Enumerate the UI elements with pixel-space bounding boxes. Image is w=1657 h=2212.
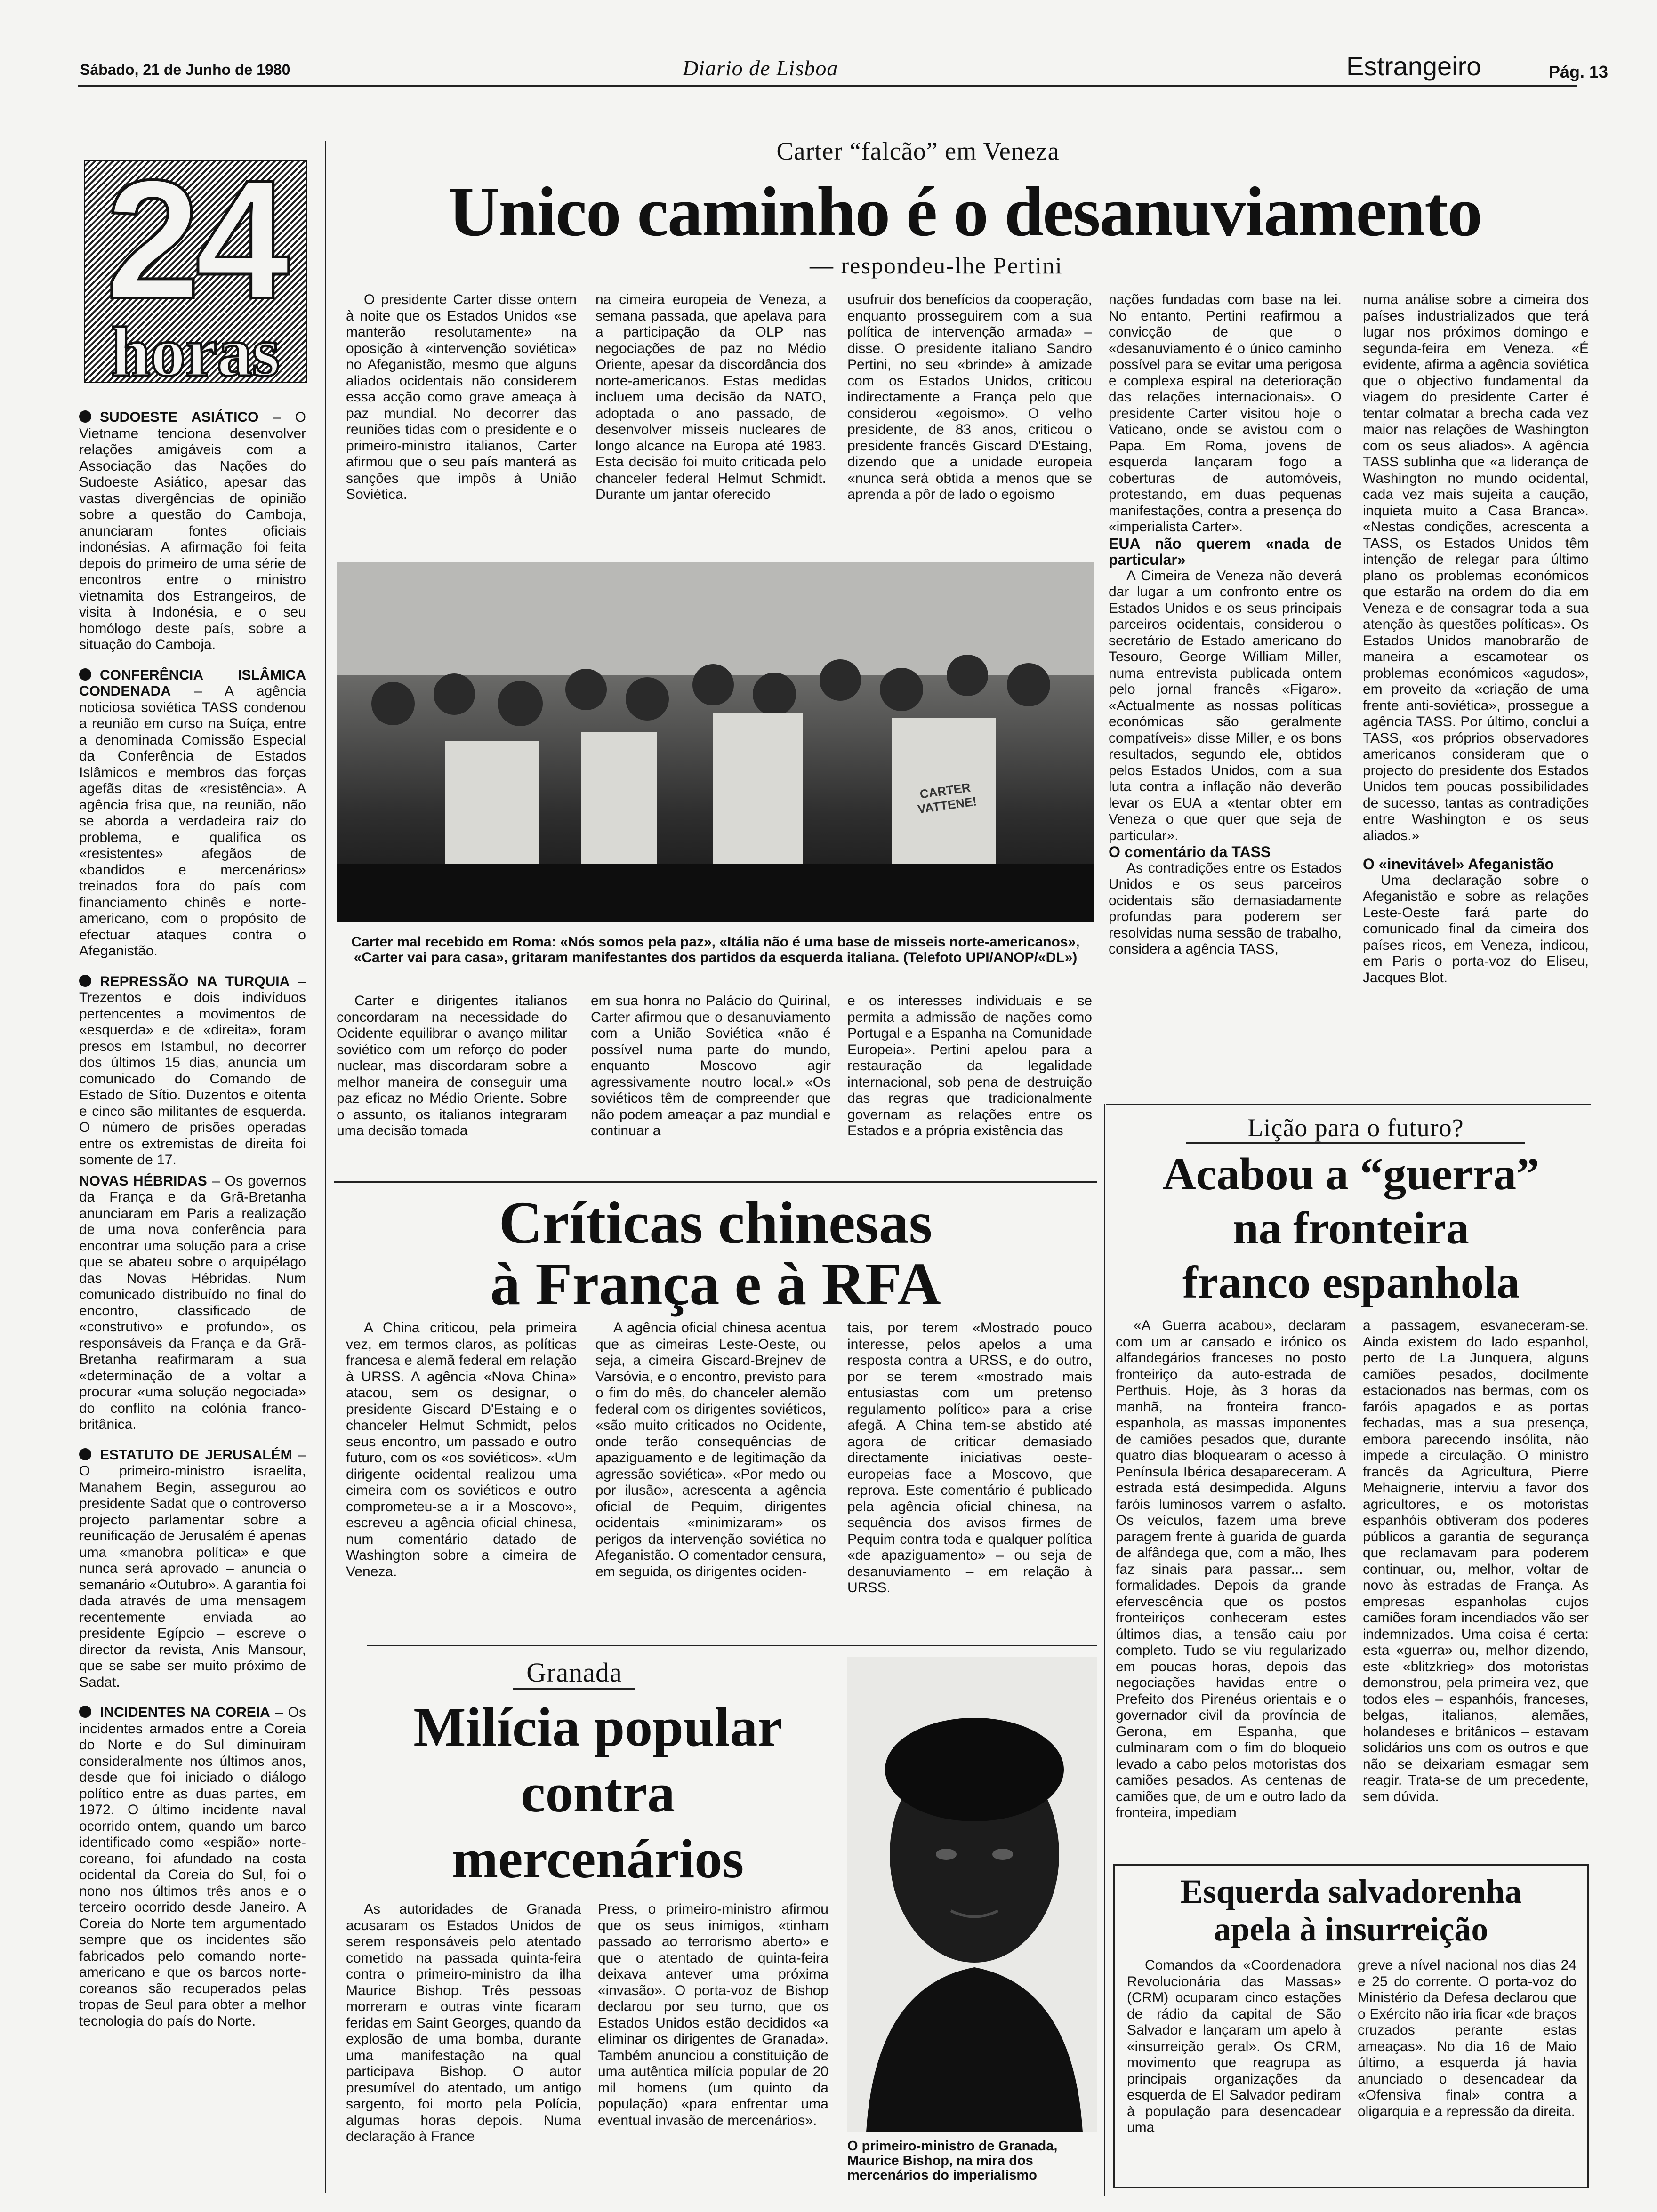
paper-name: Diario de Lisboa bbox=[683, 56, 838, 80]
salvador-column-2: greve a nível nacional nos dias 24 e 25 do corrente. O porta-voz do Ministério da Defesa declarou que o Exército não iria ficar «de braços cruzados perante estas ameaças». No dia 16 de Maio último, a esquerda já havia anunciado o desencadear da «Ofensiva final» contra a oligarquia e a repressão da direita. bbox=[1358, 1957, 1577, 2119]
date-line: Sábado, 21 de Junho de 1980 bbox=[80, 61, 290, 78]
fronteira-headline-line-2: na fronteira bbox=[1233, 1203, 1469, 1254]
salvador-headline-line-2: apela à insurreição bbox=[1214, 1910, 1488, 1948]
masthead-rule bbox=[78, 85, 1577, 87]
sidebar-rule bbox=[325, 141, 326, 2193]
portrait-figure bbox=[847, 1657, 1097, 2132]
china-column-2: A agência oficial chinesa acentua que as cimeiras Leste-Oeste, ou seja, a cimeira Giscard-Brejnev de Varsóvia, e o encontro, previsto para o fim do mês, do chanceler alemão federal com os dirigentes soviéticos, «são muito criticados no Ocidente, onde terão consequências de apaziguamento e de legitimação da agressão soviética». «Por medo ou por ilusão», acrescenta a agência oficial de Pequim, dirigentes ocidentais «minimizaram» os perigos da intervenção soviética no Afeganistão. O comentador censura, em seguida, os dirigentes ociden- bbox=[595, 1320, 826, 1579]
page-number: Pág. 13 bbox=[1549, 62, 1609, 81]
logo-number: 24 bbox=[105, 145, 285, 334]
brief-item: CONFERÊNCIA ISLÂMICA CONDENADA – A agência noticiosa soviética TASS condenou a reunião em curso na Suíça, entre a denominada Comissão Especial da Conferência de Estados Islâmicos e membros das forças agefãs ditas de «resistência». A agência frisa que, na reunião, não se aborda a verdadeira raiz do problema, e qualifica os «resistentes» afegãos de «bandidos e mercenários» treinados fora do país com financiamento chinês e norte-americano, com o propósito de efectuar ataques contra o Afeganistão. bbox=[79, 667, 306, 959]
china-column-1: A China criticou, pela primeira vez, em termos claros, as políticas francesa e alemã federal em relação à URSS. A agência «Nova China» atacou, sem os designar, o presidente Giscard D'Estaing e o chanceler Helmut Schmidt, pelos seus encontro, um passado e outro futuro, com os «os soviéticos». «Um dirigente ocidental realizou uma cimeira com os soviéticos e outro comprometeu-se a ir a Moscovo», escreveu a agência oficial chinesa, num comentário datado de Washington sobre a cimeira de Veneza. bbox=[346, 1320, 577, 1579]
protest-placard: CARTER VATTENE! bbox=[917, 780, 978, 817]
carter-bottom-column-1: Carter e dirigentes italianos concordaram na necessidade do Ocidente equilibrar o avanço militar soviético com um reforço do poder nuclear, mas discordaram sobre a melhor maneira de conseguir uma paz eficaz no Médio Oriente. Sobre o assunto, os italianos integraram uma decisão tomada bbox=[337, 993, 567, 1138]
bullet-icon bbox=[79, 975, 91, 987]
subhead: EUA não querem «nada de particular» bbox=[1109, 535, 1342, 568]
carter-column-2: na cimeira europeia de Veneza, a semana passada, que apelava para a participação da OLP nas negociações de paz no Médio Oriente, apesar da discordância dos norte-americanos. Estas medidas incluem uma decisão da NATO, adoptada o ano passado, de desenvolver misseis nucleares de longo alcance na Europa até 1983. Esta decisão foi muito criticada pelo chanceler federal Helmut Schmidt. Durante um jantar oferecido bbox=[595, 292, 826, 502]
fronteira-column-2: a passagem, esvaneceram-se. Ainda existem do lado espanhol, perto de La Junquera, alguns camiões pesados, docilmente estacionados nas bermas, com os faróis apagados e as portas fechadas, mas a sua presença, embora parecendo insólita, não impede a circulação. O ministro francês da Agricultura, Pierre Mehaignerie, interviu a favor dos agricultores, e os motoristas espanhóis obtiveram dos poderes públicos a garantia de segurança que reclamavam para poderem continuar, ou, melhor, voltar de novo às estradas de França. As empresas espanholas cujos camiões foram incendiados vão ser indemnizados. Uma coisa é certa: esta «guerra» ou, melhor dizendo, este «blitzkrieg» dos motoristas demonstrou, pela primeira vez, que todos eles – espanhóis, franceses, belgas, italianos, alemães, holandeses e britânicos – estavam solidários uns com os outros e que não se deixariam esmagar sem reagir. Trata-se de um precedente, sem dúvida. bbox=[1363, 1318, 1589, 1804]
china-headline-line-1: Críticas chinesas bbox=[499, 1189, 933, 1256]
china-column-3: tais, por terem «Mostrado pouco interesse, pelos apelos a uma resposta contra a URSS, e do outro, por se terem «mostrado mais entusiastas com um pretenso regulamento político» para a crise afegã. A China tem-se abstido até agora de criticar demasiado directamente iniciativas oeste-europeias face a Moscovo, que reprova. Este comentário é publicado pela agência oficial chinesa, na sequência dos avisos firmes de Pequim contra toda e qualquer política «de apaziguamento» – ou seja de desanuviamento – em relação à URSS. bbox=[847, 1320, 1092, 1595]
salvador-headline-line-1: Esquerda salvadorenha bbox=[1180, 1873, 1522, 1910]
granada-column-2: Press, o primeiro-ministro afirmou que os seus inimigos, «tinham passado ao terrorismo aberto» e que o atentado de quinta-feira deixava antever uma próxima «invasão». O porta-voz de Bishop declarou por seu turno, que os Estados Unidos estão decididos «a eliminar os dirigentes de Granada». Também anunciou a constituição de uma autêntica milícia popular de 20 mil homens (um quinto da população) «para enfrentar uma eventual invasão de mercenários». bbox=[598, 1901, 828, 2128]
carter-subtitle: — respondeu-lhe Pertini bbox=[810, 252, 1063, 279]
carter-column-1: O presidente Carter disse ontem à noite que os Estados Unidos «se manterão resolutamente» na oposição à «intervenção soviética» no Afeganistão, mesmo que alguns aliados ocidentais não considerem essa acção como grave ameaça à paz mundial. No decorrer das reuniões tidas com o presidente e o primeiro-ministro italianos, Carter afirmou que o seu país manterá as sanções que impôs à União Soviética. bbox=[346, 292, 577, 502]
carter-bottom-rule bbox=[334, 1181, 1097, 1183]
bullet-icon bbox=[79, 1706, 91, 1718]
bishop-photo-caption: O primeiro-ministro de Granada, Maurice Bishop, na mira dos mercenários do imperialismo bbox=[847, 2139, 1058, 2183]
brief-item: SUDOESTE ASIÁTICO – O Vietname tenciona desenvolver relações amigáveis com a Associação das Nações do Sudoeste Asiático, apesar das vastas divergências de opinião sobre a questão do Camboja, anunciaram fontes oficiais indonésias. A afirmação foi feita depois do primeiro de uma série de encontros entre o ministro vietnamita dos Estrangeiros, de visita à Indonésia, e o seu homólogo deste país, sobre a situação do Camboja. bbox=[79, 409, 306, 652]
carter-photo-caption: Carter mal recebido em Roma: «Nós somos pela paz», «Itália não é uma base de misseis norte-americanos», «Carter vai para casa», gritaram manifestantes dos partidos da esquerda italiana. (Telefoto UPI/ANOP/«DL») bbox=[351, 934, 1080, 965]
carter-headline: Unico caminho é o desanuviamento bbox=[448, 173, 1482, 251]
subhead: O «inevitável» Afeganistão bbox=[1363, 856, 1554, 873]
bishop-portrait-photo bbox=[847, 1657, 1097, 2132]
salvador-column-1: Comandos da «Coordenadora Revolucionária das Massas» (CRM) ocuparam cinco estações de rádio da capital de São Salvador e lançaram um apelo à «insurreição geral». Os CRM, movimento que reagrupa as principais organizações da esquerda de El Salvador pediram à população para desencadear uma bbox=[1127, 1957, 1341, 2135]
sidebar-briefs bbox=[79, 409, 306, 2188]
right-column-rule bbox=[1106, 1104, 1591, 1105]
brief-item: NOVAS HÉBRIDAS – Os governos da França e da Grã-Bretanha anunciaram em Paris a realização de uma nova conferência para encontrar uma solução para a crise que se abateu sobre o arquipélago das Novas Hébridas. Num comunicado distribuído no final do encontro, classificado de «construtivo» e profundo», os responsáveis da França e da Grã-Bretanha reafirmaram a sua «determinação de a voltar a procurar «uma solução negociada» do conflito na colónia franco-britânica. bbox=[79, 1173, 306, 1432]
fronteira-kicker: Lição para o futuro? bbox=[1186, 1113, 1525, 1144]
carter-protest-photo bbox=[337, 562, 1094, 922]
fronteira-column-1: «A Guerra acabou», declaram com um ar cansado e irónico os alfandegários franceses no posto fronteiriço da auto-estrada de Perthuis. Hoje, às 3 horas da manhã, na fronteira franco-espanhola, as massas imponentes de camiões pesados que, durante quatro dias bloquearam o acesso à Península Ibérica desapareceram. A estrada está desimpedida. Alguns faróis luminosos varrem o asfalto. Os veículos, fazem uma breve paragem frente à guarida de guarda de alfândega que, com a mão, lhes faz sinais para passar... sem formalidades. Depois da grande efervescência que os postos fronteiriços conheceram estes últimos dias, a tensão caiu por completo. Tudo se viu regularizado em poucas horas, depois das negociações havidas entre o Prefeito dos Pirenéus orientais e o governador civil da província de Gerona, em Espanha, que culminaram com o fim do bloqueio levado a cabo pelos motoristas dos camiões pesados. As centenas de camiões que, de um e outro lado da fronteira, impediam bbox=[1116, 1318, 1346, 1820]
salvador-box bbox=[1113, 1864, 1589, 2188]
bullet-icon bbox=[79, 410, 91, 423]
carter-kicker: Carter “falcão” em Veneza bbox=[776, 137, 1060, 165]
brief-item: REPRESSÃO NA TURQUIA – Trezentos e dois indivíduos pertencentes a movimentos de «esquerda» e de «direita», foram presos em Istambul, no decorrer dos últimos 15 dias, anuncia um comunicado do Comando de Estado de Sítio. Duzentos e oitenta e cinco são militantes de esquerda. O número de prisões operadas entre os extremistas de direita foi somente de 17. bbox=[79, 973, 306, 1168]
granada-kicker: Granada bbox=[513, 1657, 635, 1690]
section-name: Estrangeiro bbox=[1346, 51, 1481, 81]
granada-headline-line-1: Milícia popular bbox=[413, 1696, 782, 1758]
china-bottom-rule bbox=[367, 1645, 1097, 1646]
granada-rule bbox=[1104, 1104, 1105, 2196]
subhead: O comentário da TASS bbox=[1109, 843, 1271, 860]
fronteira-headline-line-3: franco espanhola bbox=[1182, 1257, 1520, 1308]
fronteira-headline-line-1: Acabou a “guerra” bbox=[1162, 1149, 1540, 1200]
sidebar-logo bbox=[84, 145, 307, 391]
logo-word: horas bbox=[111, 313, 280, 391]
bullet-icon bbox=[79, 668, 91, 681]
carter-bottom-column-2: em sua honra no Palácio do Quirinal, Carter afirmou que o desanuviamento com a União Soviética «não é possível numa parte do mundo, enquanto Moscovo agir agressivamente noutro local.» «Os soviéticos têm de compreender que não podem ameaçar a paz mundial e continuar a bbox=[591, 993, 831, 1138]
carter-column-5: numa análise sobre a cimeira dos países industrializados que terá lugar nos próximos domingo e segunda-feira em Veneza. «É evidente, afirma a agência soviética que o objectivo fundamental da viagem do presidente Carter é tentar colmatar a brecha cada vez maior nas relações de Washington com os seus aliados». A agência TASS sublinha que «a liderança de Washington no mundo ocidental, cada vez mais sujeita a caução, inquieta muito a Casa Branca». «Nestas condições, acrescenta a TASS, os Estados Unidos têm intenção de relegar para último plano os problemas económicos que estarão na ordem do dia em Veneza e de consagrar toda a sua atenção às questões políticas». Os Estados Unidos manobrarão de maneira a escamotear os problemas económicos «agudos», em proveito da «criação de uma frente anti-soviética», prossegue a agência TASS. Por último, conclui a TASS, «os próprios observadores americanos consideram que o projecto do presidente dos Estados Unidos tem poucas possibilidades de sucesso, tantas as contradições entre Washington e os seus aliados.» O «inevitável» Afeganistão Uma declaração sobre o Afeganistão e sobre as relações Leste-Oeste fará parte do comunicado final da cimeira dos países ricos, em Veneza, indicou, em Paris o porta-voz do Eliseu, Jacques Blot. bbox=[1363, 292, 1589, 986]
protest-scene bbox=[337, 562, 1094, 922]
granada-column-1: As autoridades de Granada acusaram os Estados Unidos de serem responsáveis pelo atentado cometido na passada quinta-feira contra o primeiro-ministro da ilha Maurice Bishop. Três pessoas morreram e outras vinte ficaram feridas em Saint Georges, quando da explosão de uma bomba, durante uma manifestação na qual participava Bishop. O autor presumível do atentado, um antigo sargento, foi morto pela Polícia, algumas horas depois. Numa declaração à France bbox=[346, 1901, 581, 2144]
brief-item: INCIDENTES NA COREIA – Os incidentes armados entre a Coreia do Norte e do Sul diminuiram consideralmente nos últimos anos, desde que foi iniciado o diálogo político entre as duas partes, em 1972. O último incidente naval ocorrido ontem, quando um barco identificado como «espião» norte-coreano, foi afundado na costa ocidental da Coreia do Sul, foi o nono nos últimos três anos e o terceiro ocorrido desde Janeiro. A Coreia do Norte tem argumentado sempre que os incidentes são fabricados pelo comando norte-americano e que os barcos norte-coreanos são recuperados pelas tropas de Seul para obter a melhor tecnologia do país do Norte. bbox=[79, 1705, 306, 2029]
carter-column-4: nações fundadas com base na lei. No entanto, Pertini reafirmou a convicção de que o «desanuviamento é o único caminho possível para se evitar uma perigosa e complexa espiral na deterioração das relações internacionais». O presidente Carter visitou hoje o Vaticano, onde se avistou com o Papa. Em Roma, jovens de esquerda lançaram fogo a coberturas de automóveis, protestando, em duas pequenas manifestações, contra a presença do «imperialista Carter». EUA não querem «nada de particular» A Cimeira de Veneza não deverá dar lugar a um confronto entre os Estados Unidos e os seus principais parceiros ocidentais, considerou o secretário de Estado americano do Tesouro, George William Miller, numa entrevista publicada ontem pelo jornal francês «Figaro». «Actualmente as nossas políticas económicas são geralmente compatíveis» disse Miller, e os bons resultados, segundo ele, obtidos pelos Estados Unidos, com a sua luta contra a inflação não deverão levar os EUA a «tentar obter em Veneza o que quer que seja de particular». O comentário da TASS As contradições entre os Estados Unidos e os seus parceiros ocidentais são demasiadamente profundas para poderem ser resolvidas numa sessão de trabalho, considera a agência TASS, bbox=[1109, 292, 1342, 957]
bullet-icon bbox=[79, 1448, 91, 1460]
china-headline-line-2: à França e à RFA bbox=[490, 1250, 941, 1317]
carter-bottom-column-3: e os interesses individuais e se permita a admissão de nações como Portugal e a Espanha na Comunidade Europeia». Pertini apelou para a restauração da legalidade internacional, sob pena de destruição das regras que tradicionalmente governam as relações entre os Estados e a própria existência das bbox=[847, 993, 1092, 1138]
brief-item: ESTATUTO DE JERUSALÉM – O primeiro-ministro israelita, Manahem Begin, assegurou ao presidente Sadat que o controverso projecto parlamentar sobre a reunificação de Jerusalém é apenas uma «manobra política» e que nunca será aprovado – anuncia o semanário «Outubro». A garantia foi dada através de uma mensagem recentemente enviada ao presidente Egípcio – escreve o director da revista, Anis Mansour, que se sabe ser muito próximo de Sadat. bbox=[79, 1447, 306, 1690]
granada-headline-line-2: contra bbox=[521, 1762, 675, 1824]
carter-column-3: usufruir dos benefícios da cooperação, enquanto prosseguirem com a sua política de intervenção armada» – disse. O presidente italiano Sandro Pertini, no seu «brinde» à amizade com os Estados Unidos, criticou indirectamente a França pelo que considerou «egoismo». O velho presidente, de 83 anos, criticou o presidente francês Giscard D'Estaing, dizendo que a unidade europeia «nunca será obtida a menos que se aprenda a pôr de lado o egoismo bbox=[847, 292, 1092, 502]
granada-headline-line-3: mercenários bbox=[451, 1828, 744, 1890]
